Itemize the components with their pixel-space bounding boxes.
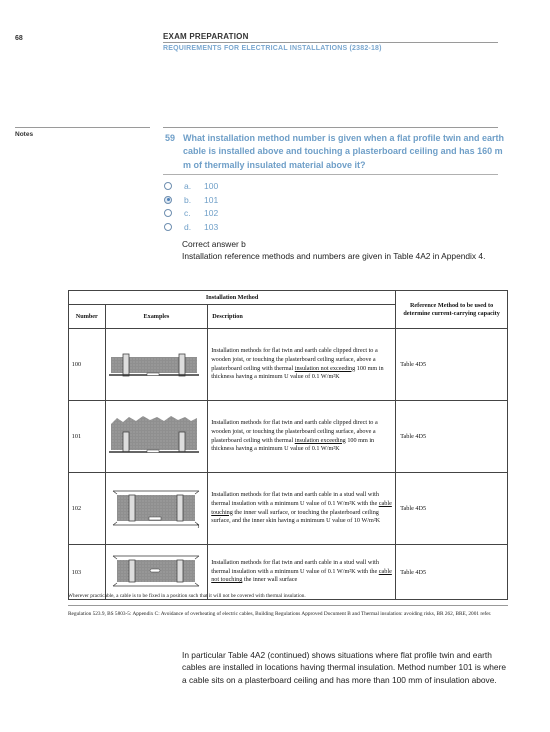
radio-button[interactable] bbox=[164, 182, 172, 190]
method-number: 102 bbox=[69, 473, 106, 545]
regulation-reference: Regulation 523.9, BS 5803-5: Appendix C: Avoidance of overheating of electric cables, Building Regulations Approved Document B and Thermal insulation: avoiding risks, BR 262, BRE, 2001 refer. bbox=[68, 611, 492, 617]
method-description: Installation methods for flat twin and earth cable in a stud wall with thermal insulation with a minimum U value of 0.1 W/m²K with the cable touching the inner wall surface, or touching the plasterboard ceiling surface, and the inner skin having a minimum U value of 10 W/m²K bbox=[208, 473, 396, 545]
option-letter: d. bbox=[184, 222, 192, 233]
radio-button-selected[interactable] bbox=[164, 196, 172, 204]
answer-block bbox=[182, 238, 502, 263]
stud-wall-not-touching-diagram bbox=[105, 545, 208, 600]
radio-button[interactable] bbox=[164, 223, 172, 231]
section-subtitle: REQUIREMENTS FOR ELECTRICAL INSTALLATIONS (2382-18) bbox=[163, 45, 382, 52]
option-value: 101 bbox=[204, 194, 219, 205]
option-letter: c. bbox=[184, 208, 191, 219]
reference-table: Table 4D5 bbox=[396, 329, 508, 401]
option-b[interactable] bbox=[164, 193, 218, 207]
method-description: Installation methods for flat twin and earth cable clipped direct to a wooden joist, or touching the plasterboard ceiling surface, above a plasterboard ceiling with thermal insulation exceeding 100 mm in thickness having a minimum U value of 0.1 W/m²K bbox=[208, 401, 396, 473]
number-header: Number bbox=[69, 305, 106, 329]
section-title: EXAM PREPARATION bbox=[163, 32, 249, 41]
table-row bbox=[69, 401, 508, 473]
page-number: 68 bbox=[15, 35, 23, 42]
closing-paragraph: In particular Table 4A2 (continued) shows situations where flat profile twin and earth cables are installed in locations having thermal insulation. Method number 101 is where a cable sits on a plasterboard ceiling and has more than 100 mm of insulation above. bbox=[182, 650, 507, 685]
table-footnote: Wherever practicable, a cable is to be fixed in a position such that it will not be covered with thermal insulation. bbox=[68, 593, 306, 599]
table-row bbox=[69, 329, 508, 401]
header-divider bbox=[163, 42, 498, 43]
notes-label: Notes bbox=[15, 131, 34, 138]
group-header: Installation Method bbox=[69, 291, 396, 305]
description-header: Description bbox=[208, 305, 396, 329]
table-row bbox=[69, 545, 508, 600]
option-letter: a. bbox=[184, 180, 192, 191]
reference-table: Table 4D5 bbox=[396, 545, 508, 600]
reference-table: Table 4D5 bbox=[396, 401, 508, 473]
radio-button[interactable] bbox=[164, 209, 172, 217]
method-number: 101 bbox=[69, 401, 106, 473]
question-text: What installation method number is given when a flat profile twin and earth cable is installed above and touching a plasterboard ceiling and has 160 m m of thermally insulated material above it? bbox=[183, 133, 505, 170]
question-bottom-divider bbox=[163, 174, 498, 175]
option-value: 103 bbox=[204, 222, 219, 233]
reference-table: Table 4D5 bbox=[396, 473, 508, 545]
method-number: 103 bbox=[69, 545, 106, 600]
ceiling-insulation-diagram bbox=[105, 329, 208, 401]
thick-ceiling-insulation-diagram bbox=[105, 401, 208, 473]
method-description: Installation methods for flat twin and earth cable clipped direct to a wooden joist, or touching the plasterboard ceiling surface, above a plasterboard ceiling with thermal insulation not exceeding 100 mm in thickness having a minimum U value of 0.1 W/m²K bbox=[208, 329, 396, 401]
stud-wall-touching-diagram bbox=[105, 473, 208, 545]
table-row bbox=[69, 473, 508, 545]
option-d[interactable] bbox=[164, 220, 218, 234]
method-description: Installation methods for flat twin and earth cable in a stud wall with thermal insulation with a minimum U value of 0.1 W/m²K with the cable not touching the inner wall surface bbox=[208, 545, 396, 600]
answer-options bbox=[164, 179, 218, 234]
correct-answer: Correct answer b bbox=[182, 239, 246, 249]
option-value: 102 bbox=[204, 208, 219, 219]
option-c[interactable] bbox=[164, 207, 218, 221]
method-number: 100 bbox=[69, 329, 106, 401]
reference-method-header: Reference Method to be used to determine current-carrying capacity bbox=[396, 291, 508, 329]
option-a[interactable] bbox=[164, 179, 218, 193]
question-number: 59 bbox=[165, 133, 176, 143]
question-top-divider bbox=[163, 127, 498, 128]
option-letter: b. bbox=[184, 194, 192, 205]
answer-explanation: Installation reference methods and numbers are given in Table 4A2 in Appendix 4. bbox=[182, 251, 486, 262]
option-value: 100 bbox=[204, 180, 219, 191]
question-block bbox=[165, 132, 505, 172]
installation-method-table bbox=[68, 290, 508, 600]
notes-divider bbox=[15, 127, 150, 128]
footnote-divider bbox=[68, 605, 508, 606]
examples-header: Examples bbox=[105, 305, 208, 329]
